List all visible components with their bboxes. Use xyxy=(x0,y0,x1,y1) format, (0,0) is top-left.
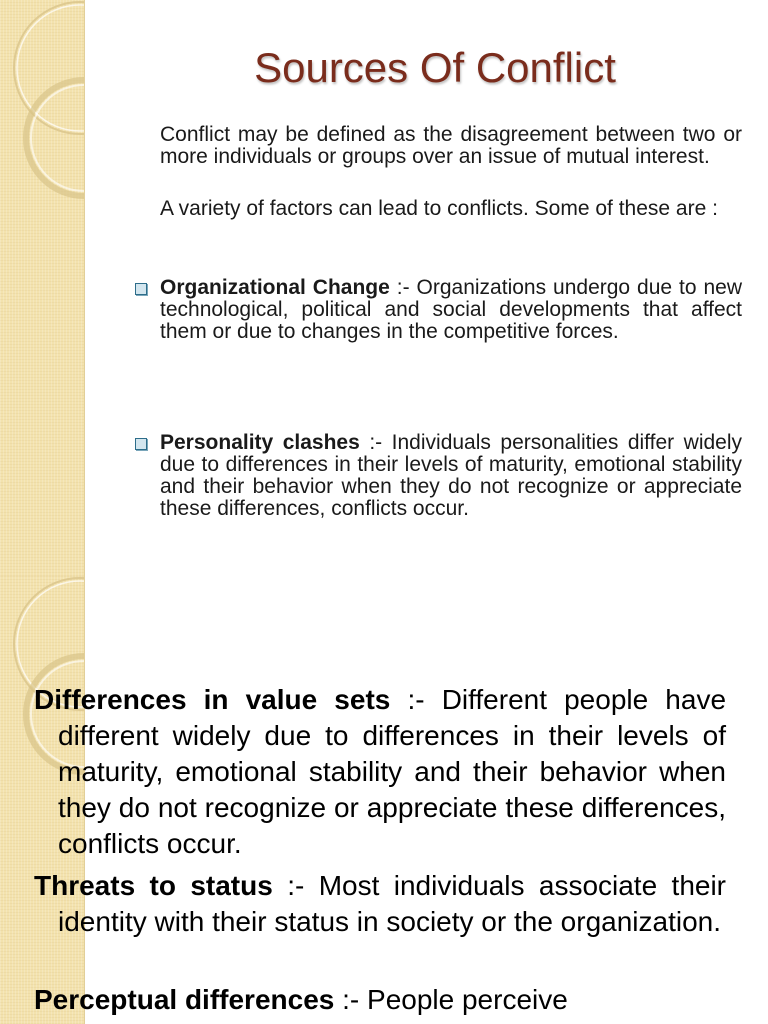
intro-definition: Conflict may be defined as the disagreement between two or more individuals or groups over an issue of mutual interest. xyxy=(160,123,742,168)
bullet-organizational-change xyxy=(160,277,742,343)
item-threats-to-status xyxy=(34,868,726,940)
bullet-separator: :- xyxy=(359,431,392,454)
item-term: Perceptual differences xyxy=(34,984,335,1015)
bullet-text: Organizations undergo due to new technological, political and social developments that affect them or due to changes in the competitive forces. xyxy=(160,276,743,343)
bullet-personality-clashes xyxy=(160,432,742,520)
item-differences-in-value-sets xyxy=(34,682,726,862)
item-term: Differences in value sets xyxy=(34,684,391,715)
decorative-side-strip xyxy=(0,0,85,576)
item-separator: :- xyxy=(334,984,368,1015)
item-term: Threats to status xyxy=(34,870,273,901)
square-bullet-icon xyxy=(135,438,147,450)
slide-title: Sources Of Conflict xyxy=(254,44,616,91)
item-text: Most individuals associate their identity with their status in society or the organization. xyxy=(58,870,727,937)
item-separator: :- xyxy=(390,684,442,715)
item-text: People perceive xyxy=(367,984,568,1015)
bullet-term: Personality clashes xyxy=(160,431,360,454)
item-perceptual-differences xyxy=(34,982,726,1018)
item-text: Different people have different widely due to differences in their levels of maturity, emotional stability and their behavior when they do not recognize or appreciate these differences, conflicts occur. xyxy=(58,684,727,859)
bullet-separator: :- xyxy=(389,276,417,299)
square-bullet-icon xyxy=(135,283,147,295)
decorative-rings xyxy=(0,0,84,576)
bullet-text: Individuals personalities differ widely due to differences in their levels of maturity, emotional stability and their behavior when they do not recognize or appreciate these differences, conflicts occur. xyxy=(160,431,743,520)
item-separator: :- xyxy=(272,870,319,901)
intro-factors: A variety of factors can lead to conflicts. Some of these are : xyxy=(160,197,718,220)
slide-more-sources xyxy=(0,576,768,1024)
bullet-term: Organizational Change xyxy=(160,276,390,299)
